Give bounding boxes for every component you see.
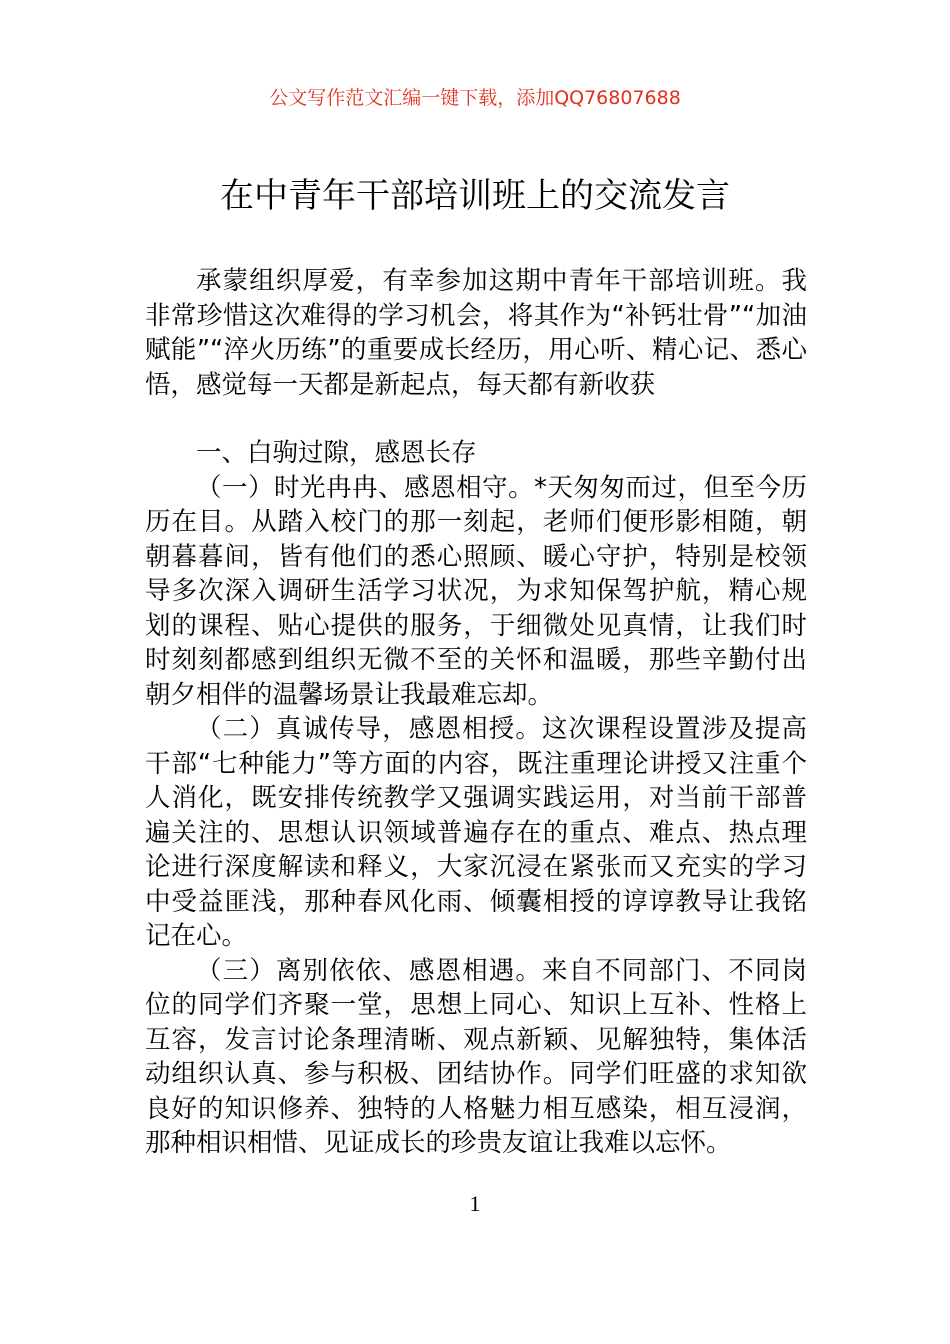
download-banner: 公文写作范文汇编一键下载，添加QQ76807688 (269, 87, 681, 109)
intro-paragraph: 承蒙组织厚爱，有幸参加这期中青年干部培训班。我非常珍惜这次难得的学习机会，将其作为“补钙壮骨”“加油赋能”“淬火历练”的重要成长经历，用心听、精心记、悉心悟，感觉每一天都是新起点，每天都有新收获 (145, 266, 807, 400)
paragraph-gratitude-teaching: （二）真诚传导，感恩相授。这次课程设置涉及提高干部“七种能力”等方面的内容，既注重理论讲授又注重个人消化，既安排传统教学又强调实践运用，对当前干部普遍关注的、思想认识领域普遍存在的重点、难点、热点理论进行深度解读和释义，大家沉浸在紧张而又充实的学习中受益匪浅，那种春风化雨、倾囊相授的谆谆教导让我铭记在心。 (145, 714, 807, 951)
document-body (145, 264, 807, 1161)
paragraph-gratitude-time: （一）时光冉冉、感恩相守。*天匆匆而过，但至今历历在目。从踏入校门的那一刻起，老师们便形影相随，朝朝暮暮间，皆有他们的悉心照顾、暖心守护，特别是校领导多次深入调研生活学习状况，为求知保驾护航，精心规划的课程、贴心提供的服务，于细微处见真情，让我们时时刻刻都感到组织无微不至的关怀和温暖，那些辛勤付出朝夕相伴的温馨场景让我最难忘却。 (145, 472, 807, 710)
document-title: 在中青年干部培训班上的交流发言 (220, 176, 730, 216)
section-heading: 一、白驹过隙，感恩长存 (196, 438, 477, 468)
paragraph-gratitude-meeting: （三）离别依依、感恩相遇。来自不同部门、不同岗位的同学们齐聚一堂，思想上同心、知识上互补、性格上互容，发言讨论条理清晰、观点新颖、见解独特，集体活动组织认真、参与积极、团结协作。同学们旺盛的求知欲良好的知识修养、独特的人格魅力相互感染，相互浸润，那种相识相惜、见证成长的珍贵友谊让我难以忘怀。 (145, 955, 807, 1158)
page-number: 1 (469, 1191, 481, 1216)
